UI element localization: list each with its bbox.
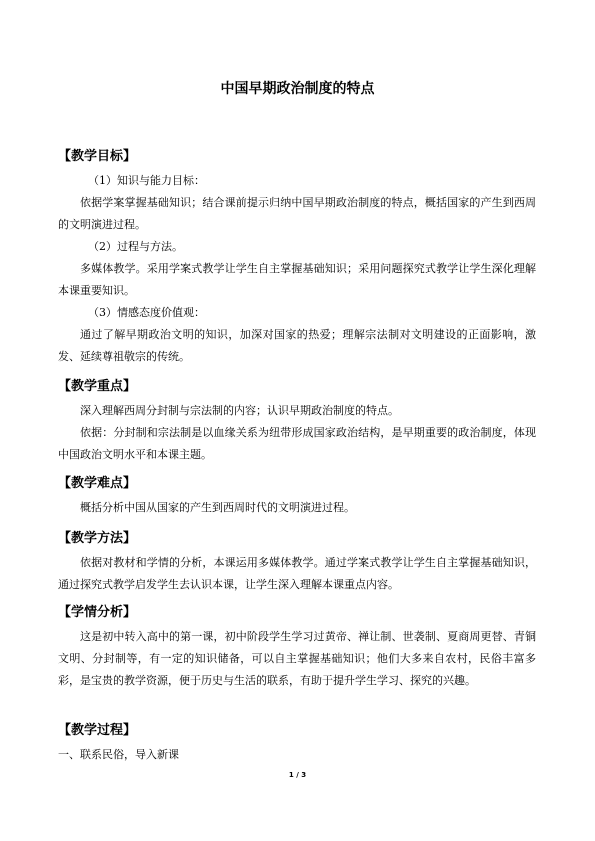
heading-student-analysis: 【学情分析】 — [58, 605, 137, 620]
goal-item-3-text: 通过了解早期政治文明的知识，加深对国家的热爱；理解宗法制对文明建设的正面影响，激发、延续尊祖敬宗的传统。 — [58, 328, 536, 363]
student-analysis-text: 这是初中转入高中的第一课，初中阶段学生学习过黄帝、禅让制、世袭制、夏商周更替、青铜文明、分封制等，有一定的知识储备，可以自主掌握基础知识；他们大多来自农村，民俗丰富多彩，是宝贵的教学资源，便于历史与生活的联系，有助于提升学生学习、探究的兴趣。 — [58, 630, 536, 687]
goal-item-2-text: 多媒体教学。采用学案式教学让学生自主掌握基础知识；采用问题探究式教学让学生深化理解本课重要知识。 — [58, 262, 536, 297]
heading-methods: 【教学方法】 — [58, 531, 137, 546]
difficulties-text: 概括分析中国从国家的产生到西周时代的文明演进过程。 — [80, 501, 355, 514]
key-points-text: 深入理解西周分封制与宗法制的内容；认识早期政治制度的特点。 — [80, 404, 399, 417]
process-step-1: 一、联系民俗，导入新课 — [58, 748, 179, 761]
goal-item-1-text: 依据学案掌握基础知识；结合课前提示归纳中国早期政治制度的特点，概括国家的产生到西周的文明演进过程。 — [58, 196, 536, 231]
goal-item-1-title: （1）知识与能力目标： — [88, 174, 205, 187]
goal-item-3-title: （3）情感态度价值观： — [88, 306, 205, 319]
heading-teaching-process: 【教学过程】 — [58, 723, 137, 738]
heading-difficulties: 【教学难点】 — [58, 476, 137, 491]
page-title: 中国早期政治制度的特点 — [220, 81, 375, 97]
page-number: 1 / 3 — [288, 771, 307, 779]
methods-text: 依据对教材和学情的分析，本课运用多媒体教学。通过学案式教学让学生自主掌握基础知识，通过探究式教学启发学生去认识本课，让学生深入理解本课重点内容。 — [58, 556, 536, 591]
goal-item-2-title: （2）过程与方法。 — [88, 240, 183, 253]
heading-teaching-goals: 【教学目标】 — [58, 149, 137, 164]
heading-key-points: 【教学重点】 — [58, 379, 137, 394]
key-points-basis: 依据：分封制和宗法制是以血缘关系为纽带形成国家政治结构，是早期重要的政治制度，体现中国政治文明水平和本课主题。 — [58, 426, 536, 461]
